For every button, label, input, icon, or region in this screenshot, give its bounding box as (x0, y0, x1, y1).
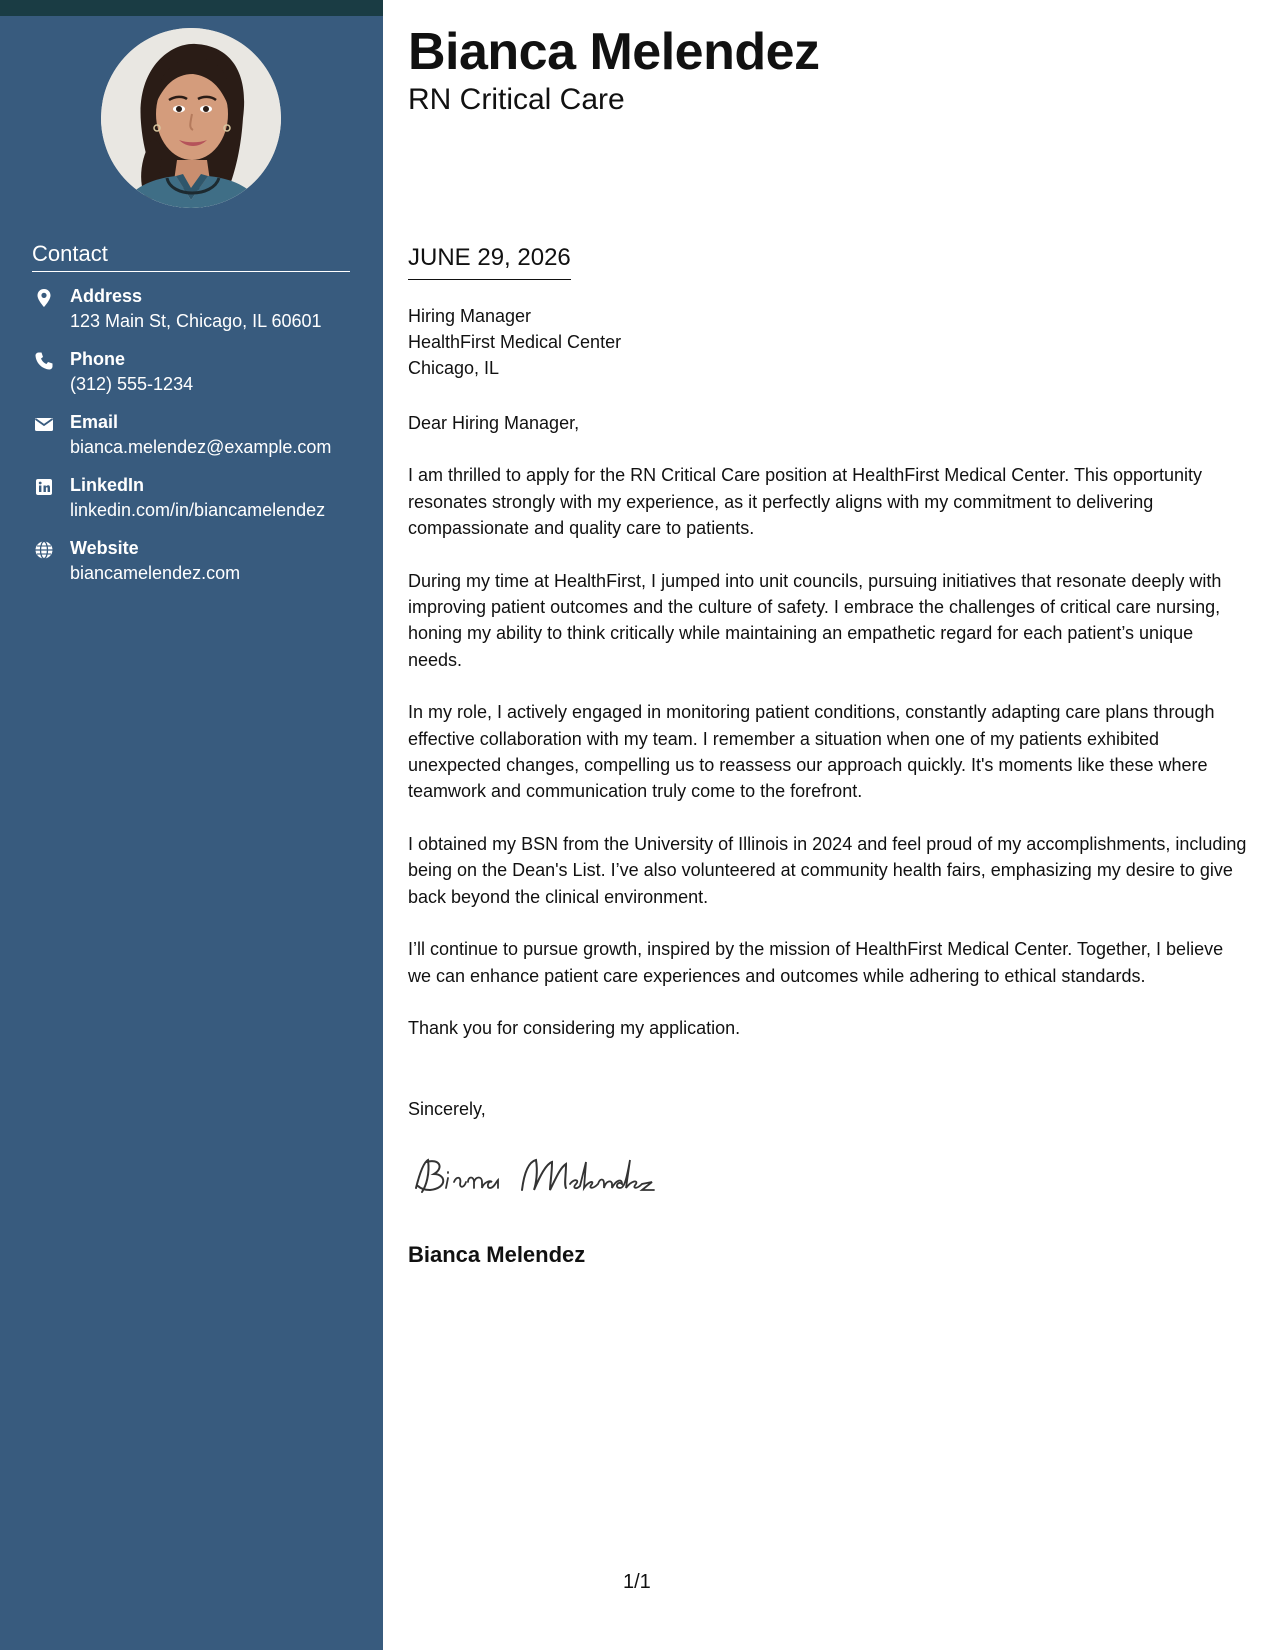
contact-label: Website (70, 538, 139, 558)
handwritten-signature (410, 1152, 670, 1207)
body-paragraph: In my role, I actively engaged in monitoring patient conditions, constantly adapting care plans through effective collaboration with my team. I remember a situation when one of my patients exhibited unexpected changes, compelling us to reassess our approach quickly. It's moments like these where teamwork and communication truly come to the forefront. (408, 702, 1215, 802)
map-pin-icon (34, 288, 54, 308)
linkedin-link[interactable]: linkedin.com/in/biancamelendez (70, 500, 326, 520)
envelope-icon (34, 414, 54, 434)
contact-item-website (32, 536, 362, 599)
recipient-line: HealthFirst Medical Center (408, 332, 622, 352)
salutation: Dear Hiring Manager, (408, 413, 580, 433)
contact-item-email (32, 410, 362, 473)
job-title: RN Critical Care (408, 83, 625, 116)
sidebar (0, 16, 383, 1650)
contact-list (32, 284, 362, 599)
linkedin-icon (34, 477, 54, 497)
profile-photo (101, 28, 281, 208)
applicant-name: Bianca Melendez (408, 23, 820, 81)
recipient-block (408, 303, 621, 381)
email-link[interactable]: bianca.melendez@example.com (70, 437, 332, 457)
website-link[interactable]: biancamelendez.com (70, 563, 241, 583)
contact-item-phone (32, 347, 362, 410)
page-number: 1/1 (623, 1571, 651, 1593)
body-paragraph: During my time at HealthFirst, I jumped into unit councils, pursuing initiatives that resonate deeply with improving patient outcomes and the culture of safety. I embrace the challenges of critical care nursing, honing my ability to think critically while maintaining an empathetic regard for each patient’s unique needs. (408, 570, 1222, 670)
closing: Sincerely, (408, 1099, 486, 1119)
signed-name: Bianca Melendez (408, 1242, 586, 1267)
letter-body (408, 410, 1248, 1067)
phone-icon (34, 351, 54, 371)
letter-date: JUNE 29, 2026 (408, 243, 571, 280)
address-value: 123 Main St, Chicago, IL 60601 (70, 311, 322, 331)
body-paragraph: I am thrilled to apply for the RN Critical Care position at HealthFirst Medical Center. This opportunity resonates strongly with my experience, as it perfectly aligns with my commitment to delivering compassionate and quality care to patients. (408, 465, 1203, 539)
contact-label: LinkedIn (70, 475, 145, 495)
contact-heading: Contact (32, 241, 350, 272)
top-accent-bar (0, 0, 383, 16)
recipient-line: Hiring Manager (408, 306, 532, 326)
recipient-line: Chicago, IL (408, 358, 500, 378)
body-paragraph: Thank you for considering my application. (408, 1017, 741, 1038)
contact-label: Address (70, 286, 143, 306)
contact-label: Email (70, 412, 119, 432)
body-paragraph: I obtained my BSN from the University of Illinois in 2024 and feel proud of my accomplishments, including being on the Dean's List. I’ve also volunteered at community health fairs, emphasizing my desire to give back beyond the clinical environment. (408, 833, 1247, 907)
contact-item-linkedin (32, 473, 362, 536)
contact-item-address (32, 284, 362, 347)
contact-label: Phone (70, 349, 126, 369)
globe-icon (34, 540, 54, 560)
body-paragraph: I’ll continue to pursue growth, inspired by the mission of HealthFirst Medical Center. Together, I believe we can enhance patient care experiences and outcomes while adhering to ethical standards. (408, 939, 1224, 986)
phone-value[interactable]: (312) 555-1234 (70, 374, 194, 394)
